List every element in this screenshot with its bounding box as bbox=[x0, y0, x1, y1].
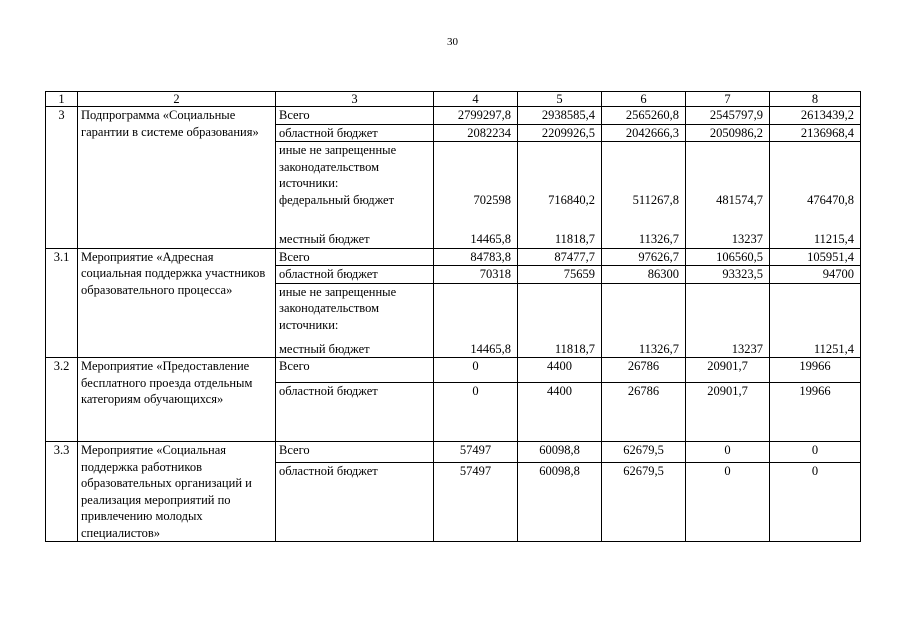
value-cell: 11215,4 bbox=[770, 226, 861, 249]
header-cell: 4 bbox=[434, 92, 518, 107]
funding-source-label: областной бюджет bbox=[276, 124, 434, 142]
value-cell: 19966 bbox=[770, 383, 861, 442]
value-cell: 86300 bbox=[602, 266, 686, 284]
value-cell: 57497 bbox=[434, 442, 518, 463]
funding-source-label: Всего bbox=[276, 442, 434, 463]
value-cell: 0 bbox=[686, 463, 770, 542]
funding-source-label: Всего bbox=[276, 107, 434, 125]
funding-source-label: областной бюджет bbox=[276, 383, 434, 442]
value-cell: 476470,8 bbox=[770, 192, 861, 226]
funding-source-label: федеральный бюджет bbox=[276, 192, 434, 226]
value-cell: 4400 bbox=[518, 383, 602, 442]
funding-source-label: областной бюджет bbox=[276, 266, 434, 284]
program-name: Мероприятие «Предоставление бесплатного проезда отдельным категориям обучающихся» bbox=[78, 358, 276, 442]
value-cell: 11251,4 bbox=[770, 333, 861, 358]
value-cell: 2042666,3 bbox=[602, 124, 686, 142]
table-row bbox=[46, 107, 861, 125]
table-row bbox=[46, 358, 861, 383]
page-number: 30 bbox=[447, 36, 458, 48]
value-cell: 481574,7 bbox=[686, 192, 770, 226]
header-cell: 6 bbox=[602, 92, 686, 107]
budget-table bbox=[45, 91, 861, 542]
value-cell: 702598 bbox=[434, 192, 518, 226]
value-cell: 19966 bbox=[770, 358, 861, 383]
row-number: 3.1 bbox=[46, 248, 78, 358]
value-cell: 0 bbox=[770, 442, 861, 463]
value-cell: 2082234 bbox=[434, 124, 518, 142]
table-header-row bbox=[46, 92, 861, 107]
value-cell: 13237 bbox=[686, 226, 770, 249]
value-cell: 2799297,8 bbox=[434, 107, 518, 125]
value-cell: 20901,7 bbox=[686, 358, 770, 383]
row-number: 3.2 bbox=[46, 358, 78, 442]
header-cell: 8 bbox=[770, 92, 861, 107]
header-cell: 2 bbox=[78, 92, 276, 107]
value-cell: 2545797,9 bbox=[686, 107, 770, 125]
value-cell: 11818,7 bbox=[518, 226, 602, 249]
value-cell: 511267,8 bbox=[602, 192, 686, 226]
value-cell: 0 bbox=[770, 463, 861, 542]
value-cell: 60098,8 bbox=[518, 442, 602, 463]
value-cell: 94700 bbox=[770, 266, 861, 284]
header-cell: 1 bbox=[46, 92, 78, 107]
value-cell: 4400 bbox=[518, 358, 602, 383]
value-cell: 2613439,2 bbox=[770, 107, 861, 125]
value-cell: 0 bbox=[434, 358, 518, 383]
value-cell: 106560,5 bbox=[686, 248, 770, 266]
row-number: 3 bbox=[46, 107, 78, 249]
program-name: Подпрограмма «Социальные гарантии в системе образования» bbox=[78, 107, 276, 249]
value-cell: 20901,7 bbox=[686, 383, 770, 442]
funding-source-label: иные не запрещенные законодательством источники: bbox=[276, 283, 434, 333]
header-cell: 5 bbox=[518, 92, 602, 107]
value-cell: 11326,7 bbox=[602, 226, 686, 249]
header-cell: 3 bbox=[276, 92, 434, 107]
funding-source-label: иные не запрещенные законодательством источники: bbox=[276, 142, 434, 192]
value-cell: 105951,4 bbox=[770, 248, 861, 266]
funding-source-label: местный бюджет bbox=[276, 226, 434, 249]
value-cell: 87477,7 bbox=[518, 248, 602, 266]
funding-source-label: Всего bbox=[276, 358, 434, 383]
value-cell: 14465,8 bbox=[434, 226, 518, 249]
value-cell: 13237 bbox=[686, 333, 770, 358]
value-cell: 11818,7 bbox=[518, 333, 602, 358]
value-cell: 60098,8 bbox=[518, 463, 602, 542]
program-name: Мероприятие «Адресная социальная поддержка участников образовательного процесса» bbox=[78, 248, 276, 358]
value-cell: 97626,7 bbox=[602, 248, 686, 266]
value-cell: 75659 bbox=[518, 266, 602, 284]
value-cell: 26786 bbox=[602, 383, 686, 442]
value-cell: 2565260,8 bbox=[602, 107, 686, 125]
value-cell: 716840,2 bbox=[518, 192, 602, 226]
value-cell: 0 bbox=[686, 442, 770, 463]
table-row bbox=[46, 442, 861, 463]
value-cell: 0 bbox=[434, 383, 518, 442]
value-cell: 2050986,2 bbox=[686, 124, 770, 142]
value-cell: 70318 bbox=[434, 266, 518, 284]
value-cell: 57497 bbox=[434, 463, 518, 542]
value-cell: 26786 bbox=[602, 358, 686, 383]
value-cell: 2209926,5 bbox=[518, 124, 602, 142]
funding-source-label: местный бюджет bbox=[276, 333, 434, 358]
value-cell: 2136968,4 bbox=[770, 124, 861, 142]
header-cell: 7 bbox=[686, 92, 770, 107]
value-cell: 62679,5 bbox=[602, 463, 686, 542]
value-cell: 84783,8 bbox=[434, 248, 518, 266]
funding-source-label: областной бюджет bbox=[276, 463, 434, 542]
table-row bbox=[46, 248, 861, 266]
value-cell: 14465,8 bbox=[434, 333, 518, 358]
row-number: 3.3 bbox=[46, 442, 78, 542]
value-cell: 11326,7 bbox=[602, 333, 686, 358]
value-cell: 93323,5 bbox=[686, 266, 770, 284]
funding-source-label: Всего bbox=[276, 248, 434, 266]
program-name: Мероприятие «Социальная поддержка работников образовательных организаций и реализация мероприятий по привлечению молодых специалистов» bbox=[78, 442, 276, 542]
value-cell: 2938585,4 bbox=[518, 107, 602, 125]
value-cell: 62679,5 bbox=[602, 442, 686, 463]
